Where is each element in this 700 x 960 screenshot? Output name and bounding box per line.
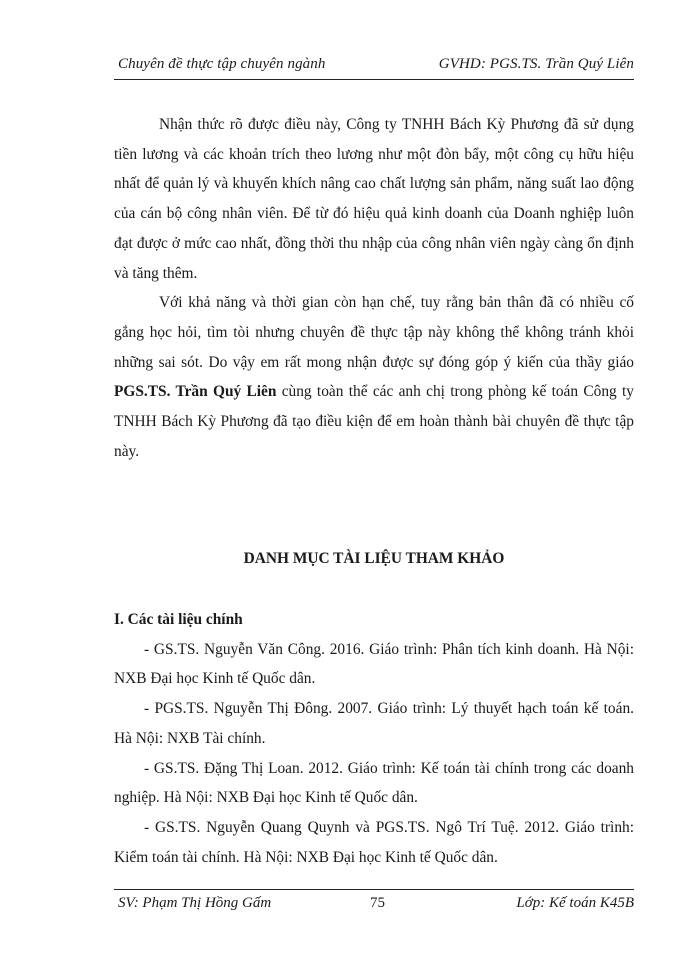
reference-item: - GS.TS. Nguyễn Quang Quynh và PGS.TS. Ngô Trí Tuệ. 2012. Giáo trình: Kiểm toán tài chính. Hà Nội: NXB Đại học Kinh tế Quốc dân. (114, 818, 634, 866)
footer-class: Lớp: Kế toán K45B (516, 895, 634, 911)
paragraph-2-text-b: cùng toàn thể các anh chị trong phòng kế toán Công ty TNHH Bách Kỳ Phương đã tạo điều kiện để em hoàn thành bài chuyên đề thực tập này. (114, 383, 634, 460)
references-list (114, 605, 634, 872)
header-title: Chuyên đề thực tập chuyên ngành (118, 56, 326, 72)
header-divider (114, 79, 634, 80)
body-text (114, 110, 634, 466)
paragraph-2 (114, 288, 634, 466)
reference-item: - GS.TS. Nguyễn Văn Công. 2016. Giáo trình: Phân tích kinh doanh. Hà Nội: NXB Đại học Kinh tế Quốc dân. (114, 640, 634, 688)
references-section-heading: I. Các tài liệu chính (114, 611, 243, 628)
paragraph-1: Nhận thức rõ được điều này, Công ty TNHH Bách Kỳ Phương đã sử dụng tiền lương và các khoản trích theo lương như một đòn bẩy, một công cụ hữu hiệu nhất để quản lý và khuyến khích nâng cao chất lượng sản phẩm, năng suất lao động của cán bộ công nhân viên. Để từ đó hiệu quả kinh doanh của Doanh nghiệp luôn đạt được ở mức cao nhất, đồng thời thu nhập của công nhân viên ngày càng ổn định và tăng thêm. (114, 116, 634, 282)
header-advisor: GVHD: PGS.TS. Trần Quý Liên (438, 56, 634, 72)
advisor-name-bold: PGS.TS. Trần Quý Liên (114, 383, 277, 401)
footer-student: SV: Phạm Thị Hồng Gấm (118, 895, 272, 911)
paragraph-2-text-a: Với khả năng và thời gian còn hạn chế, tuy rằng bản thân đã có nhiều cố gắng học hỏi, tìm tòi nhưng chuyên đề thực tập này không thể không tránh khỏi những sai sót. Do vậy em rất mong nhận được sự đóng góp ý kiến của thầy giáo (114, 294, 634, 371)
footer-divider (114, 889, 634, 890)
reference-item: - GS.TS. Đặng Thị Loan. 2012. Giáo trình: Kế toán tài chính trong các doanh nghiệp. Hà Nội: NXB Đại học Kinh tế Quốc dân. (114, 759, 634, 807)
reference-item: - PGS.TS. Nguyễn Thị Đông. 2007. Giáo trình: Lý thuyết hạch toán kế toán. Hà Nội: NXB Tài chính. (114, 700, 634, 747)
references-title: DANH MỤC TÀI LIỆU THAM KHẢO (243, 550, 505, 567)
page-number: 75 (370, 895, 385, 911)
